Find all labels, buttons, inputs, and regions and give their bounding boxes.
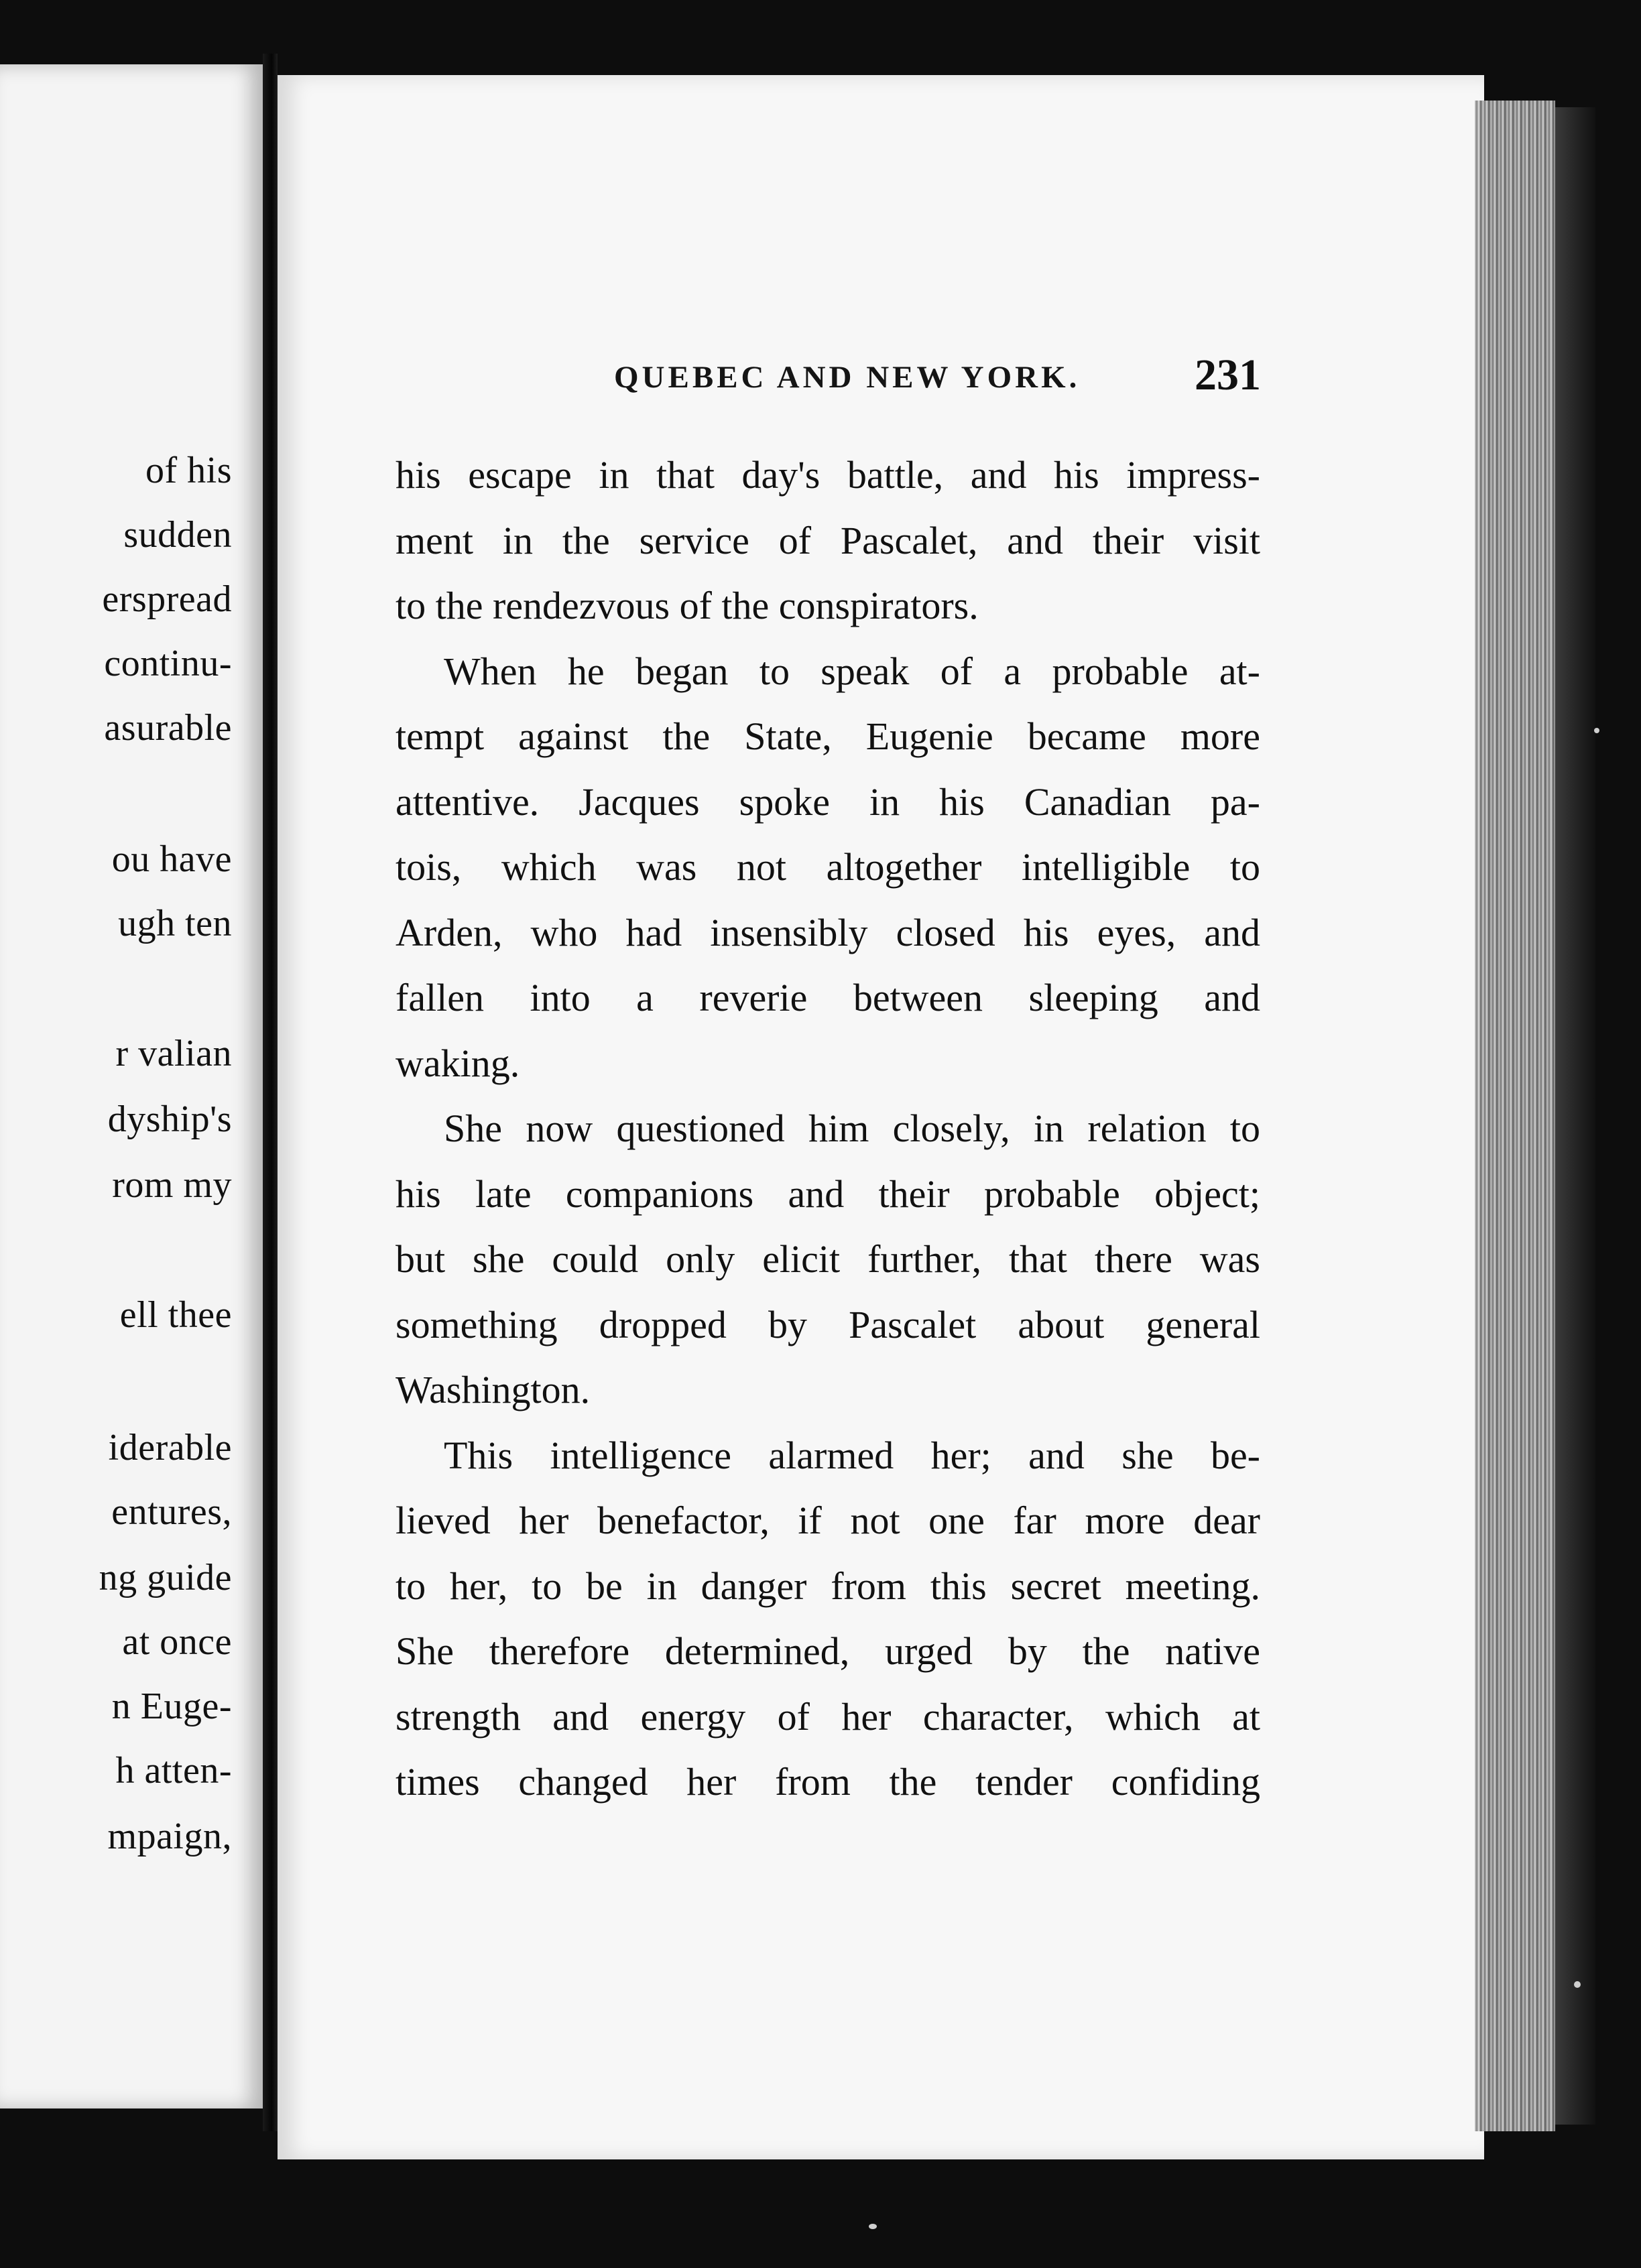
left-page-line: asurable <box>104 707 232 749</box>
left-page-line: ell thee <box>119 1294 232 1336</box>
text-line: to the rendezvous of the conspirators. <box>396 584 979 627</box>
text-line: When he began to speak of a probable at- <box>444 649 1260 693</box>
text-line: something dropped by Pascalet about general <box>396 1302 1260 1346</box>
text-line: but she could only elicit further, that there was <box>396 1237 1260 1281</box>
text-line: Washington. <box>396 1368 591 1411</box>
dust-speck <box>1574 1981 1581 1988</box>
text-line: She now questioned him closely, in relation to <box>444 1107 1260 1150</box>
left-page-line: ng guide <box>99 1557 232 1598</box>
page-block-fore-edge <box>1475 101 1555 2131</box>
left-page-line: at once <box>122 1621 232 1663</box>
left-page-line: iderable <box>108 1427 232 1468</box>
text-line: waking. <box>396 1041 520 1085</box>
dust-speck <box>869 2224 877 2229</box>
text-line: This intelligence alarmed her; and she be- <box>444 1433 1260 1477</box>
book-gutter <box>263 54 278 2131</box>
left-page-line: r valian <box>115 1033 232 1074</box>
left-page-line: ugh ten <box>118 903 232 944</box>
text-line: fallen into a reverie between sleeping and <box>396 976 1260 1019</box>
text-line: She therefore determined, urged by the native <box>396 1629 1260 1673</box>
left-page-line: ou have <box>111 838 232 880</box>
facing-page-left <box>0 64 268 2108</box>
text-line: tempt against the State, Eugenie became more <box>396 714 1260 758</box>
text-line: Arden, who had insensibly closed his eyes, and <box>396 910 1260 954</box>
text-line: tois, which was not altogether intelligible to <box>396 845 1260 889</box>
text-line: strength and energy of her character, which at <box>396 1694 1260 1739</box>
running-head: QUEBEC AND NEW YORK. <box>614 360 1081 395</box>
book-cover-edge <box>1555 107 1595 2125</box>
body-text <box>396 442 1260 1815</box>
left-page-line: n Euge- <box>111 1686 232 1727</box>
page-number: 231 <box>1195 351 1261 399</box>
left-page-line: erspread <box>102 578 232 620</box>
left-page-line: h atten- <box>115 1750 232 1791</box>
text-line: his late companions and their probable object; <box>396 1172 1260 1216</box>
text-line: his escape in that day's battle, and his impress- <box>396 453 1260 497</box>
text-line: ment in the service of Pascalet, and their visit <box>396 518 1260 562</box>
dust-speck <box>1594 728 1599 733</box>
left-page-line: continu- <box>104 643 232 684</box>
text-line: lieved her benefactor, if not one far more dear <box>396 1499 1260 1542</box>
text-line: attentive. Jacques spoke in his Canadian pa- <box>396 779 1260 824</box>
left-page-line: rom my <box>112 1164 232 1206</box>
left-page-line: sudden <box>123 514 232 556</box>
left-page-line: entures, <box>111 1491 232 1533</box>
text-line: to her, to be in danger from this secret meeting. <box>396 1564 1260 1608</box>
text-line: times changed her from the tender confiding <box>396 1760 1260 1804</box>
left-page-line: mpaign, <box>107 1816 232 1857</box>
left-page-line: dyship's <box>107 1098 232 1140</box>
left-page-line: of his <box>145 450 232 491</box>
